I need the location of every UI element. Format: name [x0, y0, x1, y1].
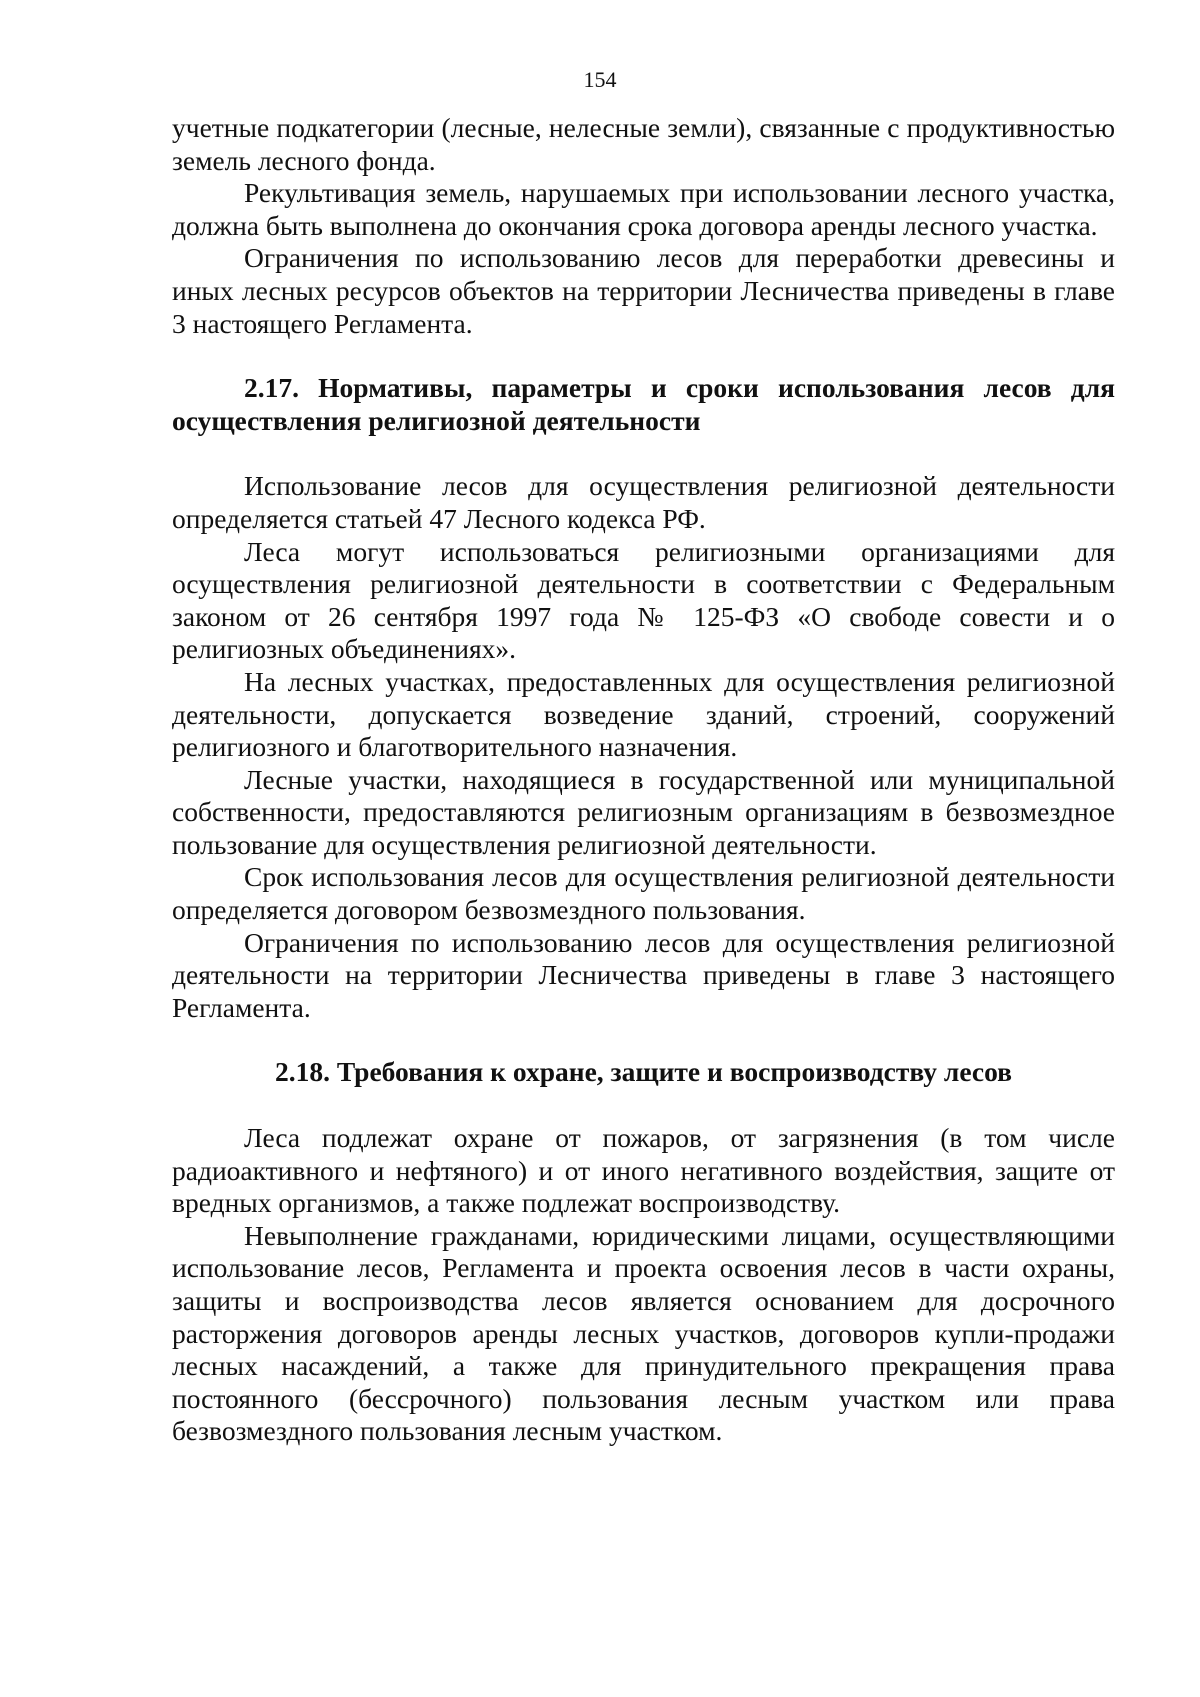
paragraph: Невыполнение гражданами, юридическими лицами, осуществляющими использование лесов, Регламента и проекта освоения лесов в части охраны, защиты и воспроизводства лесов является основанием для досрочного расторжения договоров аренды лесных участков, договоров купли-продажи лесных насаждений, а также для принудительного прекращения права постоянного (бессрочного) пользования лесным участком или права безвозмездного пользования лесным участком.: [172, 1219, 1115, 1447]
paragraph: Срок использования лесов для осуществления религиозной деятельности определяется договором безвозмездного пользования.: [172, 861, 1115, 926]
paragraph: Рекультивация земель, нарушаемых при использовании лесного участка, должна быть выполнена до окончания срока договора аренды лесного участка.: [172, 177, 1115, 241]
paragraph: Леса подлежат охране от пожаров, от загрязнения (в том числе радиоактивного и нефтяного) и от иного негативного воздействия, защите от вредных организмов, а также подлежат воспроизводству.: [172, 1122, 1115, 1219]
section-2-17: [172, 372, 1115, 1024]
paragraph: Ограничения по использованию лесов для переработки древесины и иных лесных ресурсов объектов на территории Лесничества приведены в главе 3 настоящего Регламента.: [172, 242, 1115, 339]
paragraph: Лесные участки, находящиеся в государственной или муниципальной собственности, предоставляются религиозным организациям в безвозмездное пользование для осуществления религиозной деятельности.: [172, 763, 1115, 860]
paragraph: учетные подкатегории (лесные, нелесные земли), связанные с продуктивностью земель лесного фонда.: [172, 112, 1115, 176]
section-2-18: [172, 1056, 1115, 1448]
section-heading: 2.18. Требования к охране, защите и воспроизводству лесов: [275, 1056, 1012, 1088]
paragraph: Использование лесов для осуществления религиозной деятельности определяется статьей 47 Лесного кодекса РФ.: [172, 470, 1115, 534]
section-heading: 2.17. Нормативы, параметры и сроки использования лесов для осуществления религиозной деятельности: [172, 372, 1115, 436]
document-body: [172, 112, 1115, 1448]
paragraph: На лесных участках, предоставленных для осуществления религиозной деятельности, допускается возведение зданий, строений, сооружений религиозного и благотворительного назначения.: [172, 665, 1115, 763]
section-2-16-continuation: [172, 112, 1115, 340]
paragraph: Ограничения по использованию лесов для осуществления религиозной деятельности на территории Лесничества приведены в главе 3 настоящего Регламента.: [172, 926, 1115, 1023]
paragraph: Леса могут использоваться религиозными организациями для осуществления религиозной деятельности в соответствии с Федеральным законом от 26 сентября 1997 года № 125-ФЗ «О свободе совести и о религиозных объединениях».: [172, 535, 1115, 665]
page-number: 154: [583, 67, 617, 92]
